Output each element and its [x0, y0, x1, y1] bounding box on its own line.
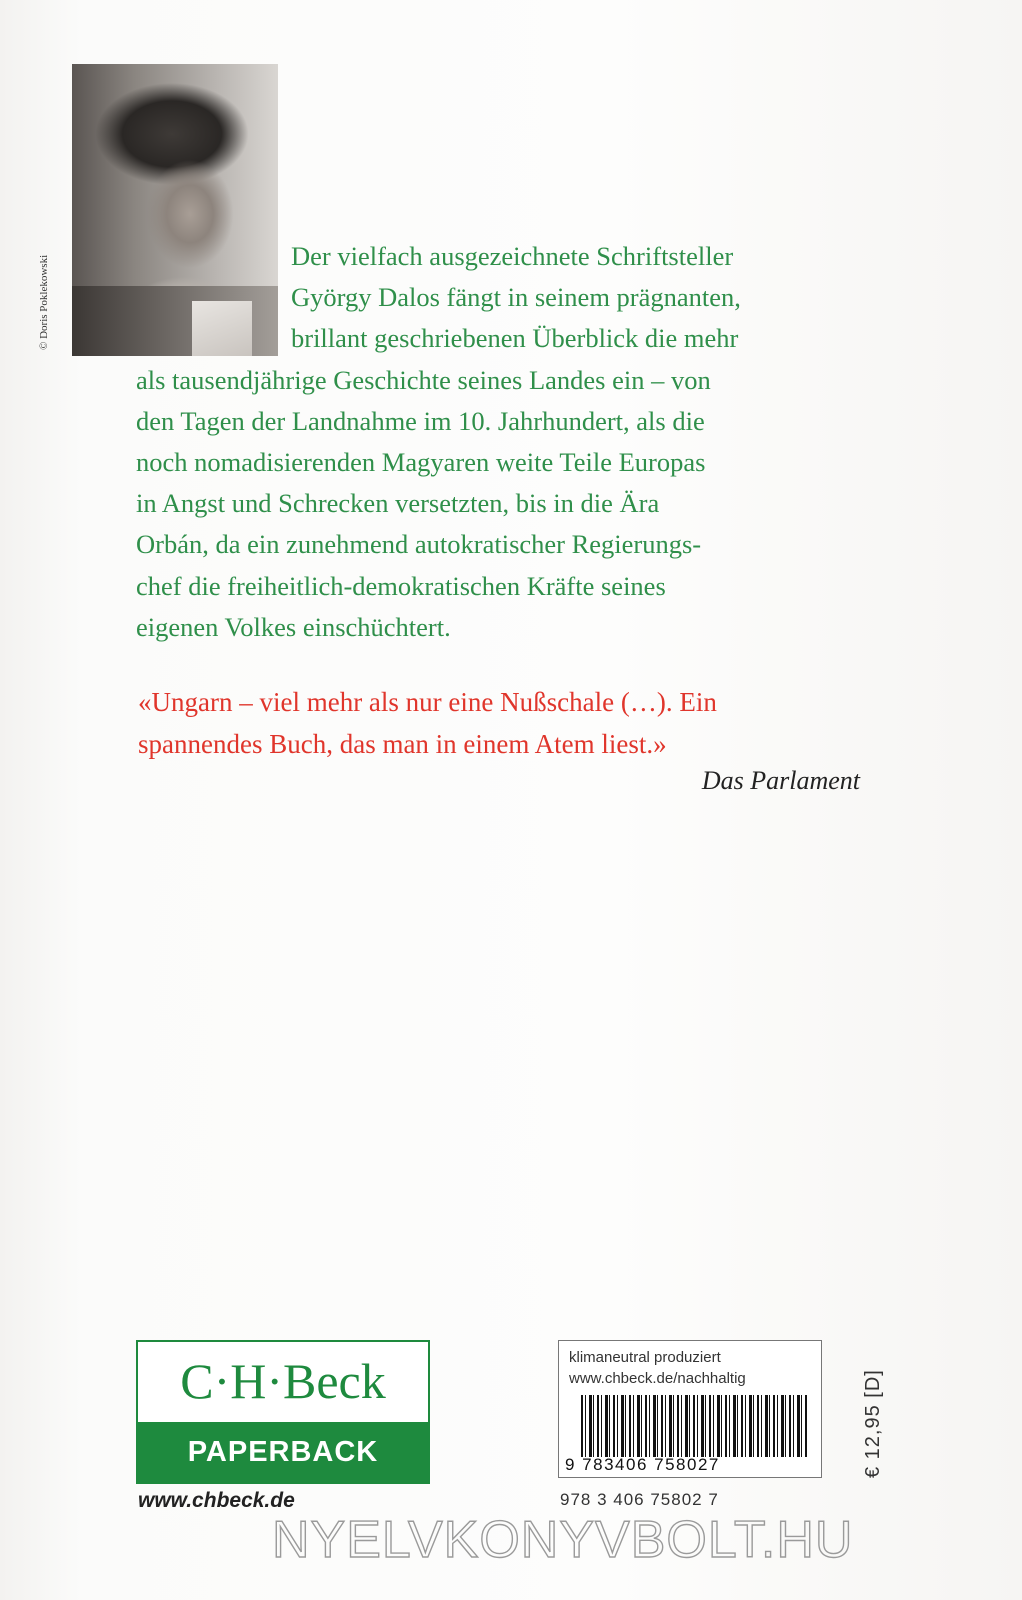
- blurb-line: in Angst und Schrecken versetzten, bis in die Ära: [136, 488, 660, 519]
- eco-label: klimaneutral produziert: [569, 1349, 721, 1366]
- publisher-website: www.chbeck.de: [138, 1489, 295, 1512]
- barcode-icon: [581, 1395, 807, 1457]
- eco-url: www.chbeck.de/nachhaltig: [569, 1370, 746, 1387]
- blurb-line: Der vielfach ausgezeichnete Schriftsteller: [291, 241, 734, 271]
- blurb-line: den Tagen der Landnahme im 10. Jahrhundert, als die: [136, 405, 705, 436]
- blurb-line: brillant geschriebenen Überblick die mehr: [291, 323, 739, 354]
- barcode-digits: 9 783406 758027: [565, 1455, 720, 1474]
- blurb-line: eigenen Volkes einschüchtert.: [136, 611, 451, 642]
- quote-line: spannendes Buch, das man in einem Atem liest.»: [138, 728, 667, 759]
- series-label: PAPERBACK: [138, 1422, 428, 1482]
- isbn: 978 3 406 75802 7: [560, 1490, 719, 1509]
- photo-credit: © Doris Poklekowski: [38, 254, 50, 350]
- blurb-line: als tausendjährige Geschichte seines Landes ein – von: [136, 364, 711, 395]
- blurb-line: noch nomadisierenden Magyaren weite Teile Europas: [136, 447, 706, 478]
- blurb-text: [136, 236, 862, 648]
- review-quote: [138, 682, 862, 765]
- publisher-logo: [136, 1340, 430, 1484]
- blurb-line: György Dalos fängt in seinem prägnanten,: [291, 282, 741, 313]
- quote-source: Das Parlament: [701, 766, 860, 795]
- blurb-line: chef die freiheitlich-demokratischen Kräfte seines: [136, 570, 666, 601]
- watermark: NYELVKONYVBOLT.HU: [272, 1511, 854, 1569]
- publisher-name: C·H·Beck: [180, 1353, 386, 1409]
- barcode-box: [558, 1340, 822, 1478]
- quote-line: «Ungarn – viel mehr als nur eine Nußschale (…). Ein: [138, 687, 717, 717]
- blurb-line: Orbán, da ein zunehmend autokratischer Regierungs-: [136, 529, 702, 560]
- price: € 12,95 [D]: [862, 1369, 884, 1478]
